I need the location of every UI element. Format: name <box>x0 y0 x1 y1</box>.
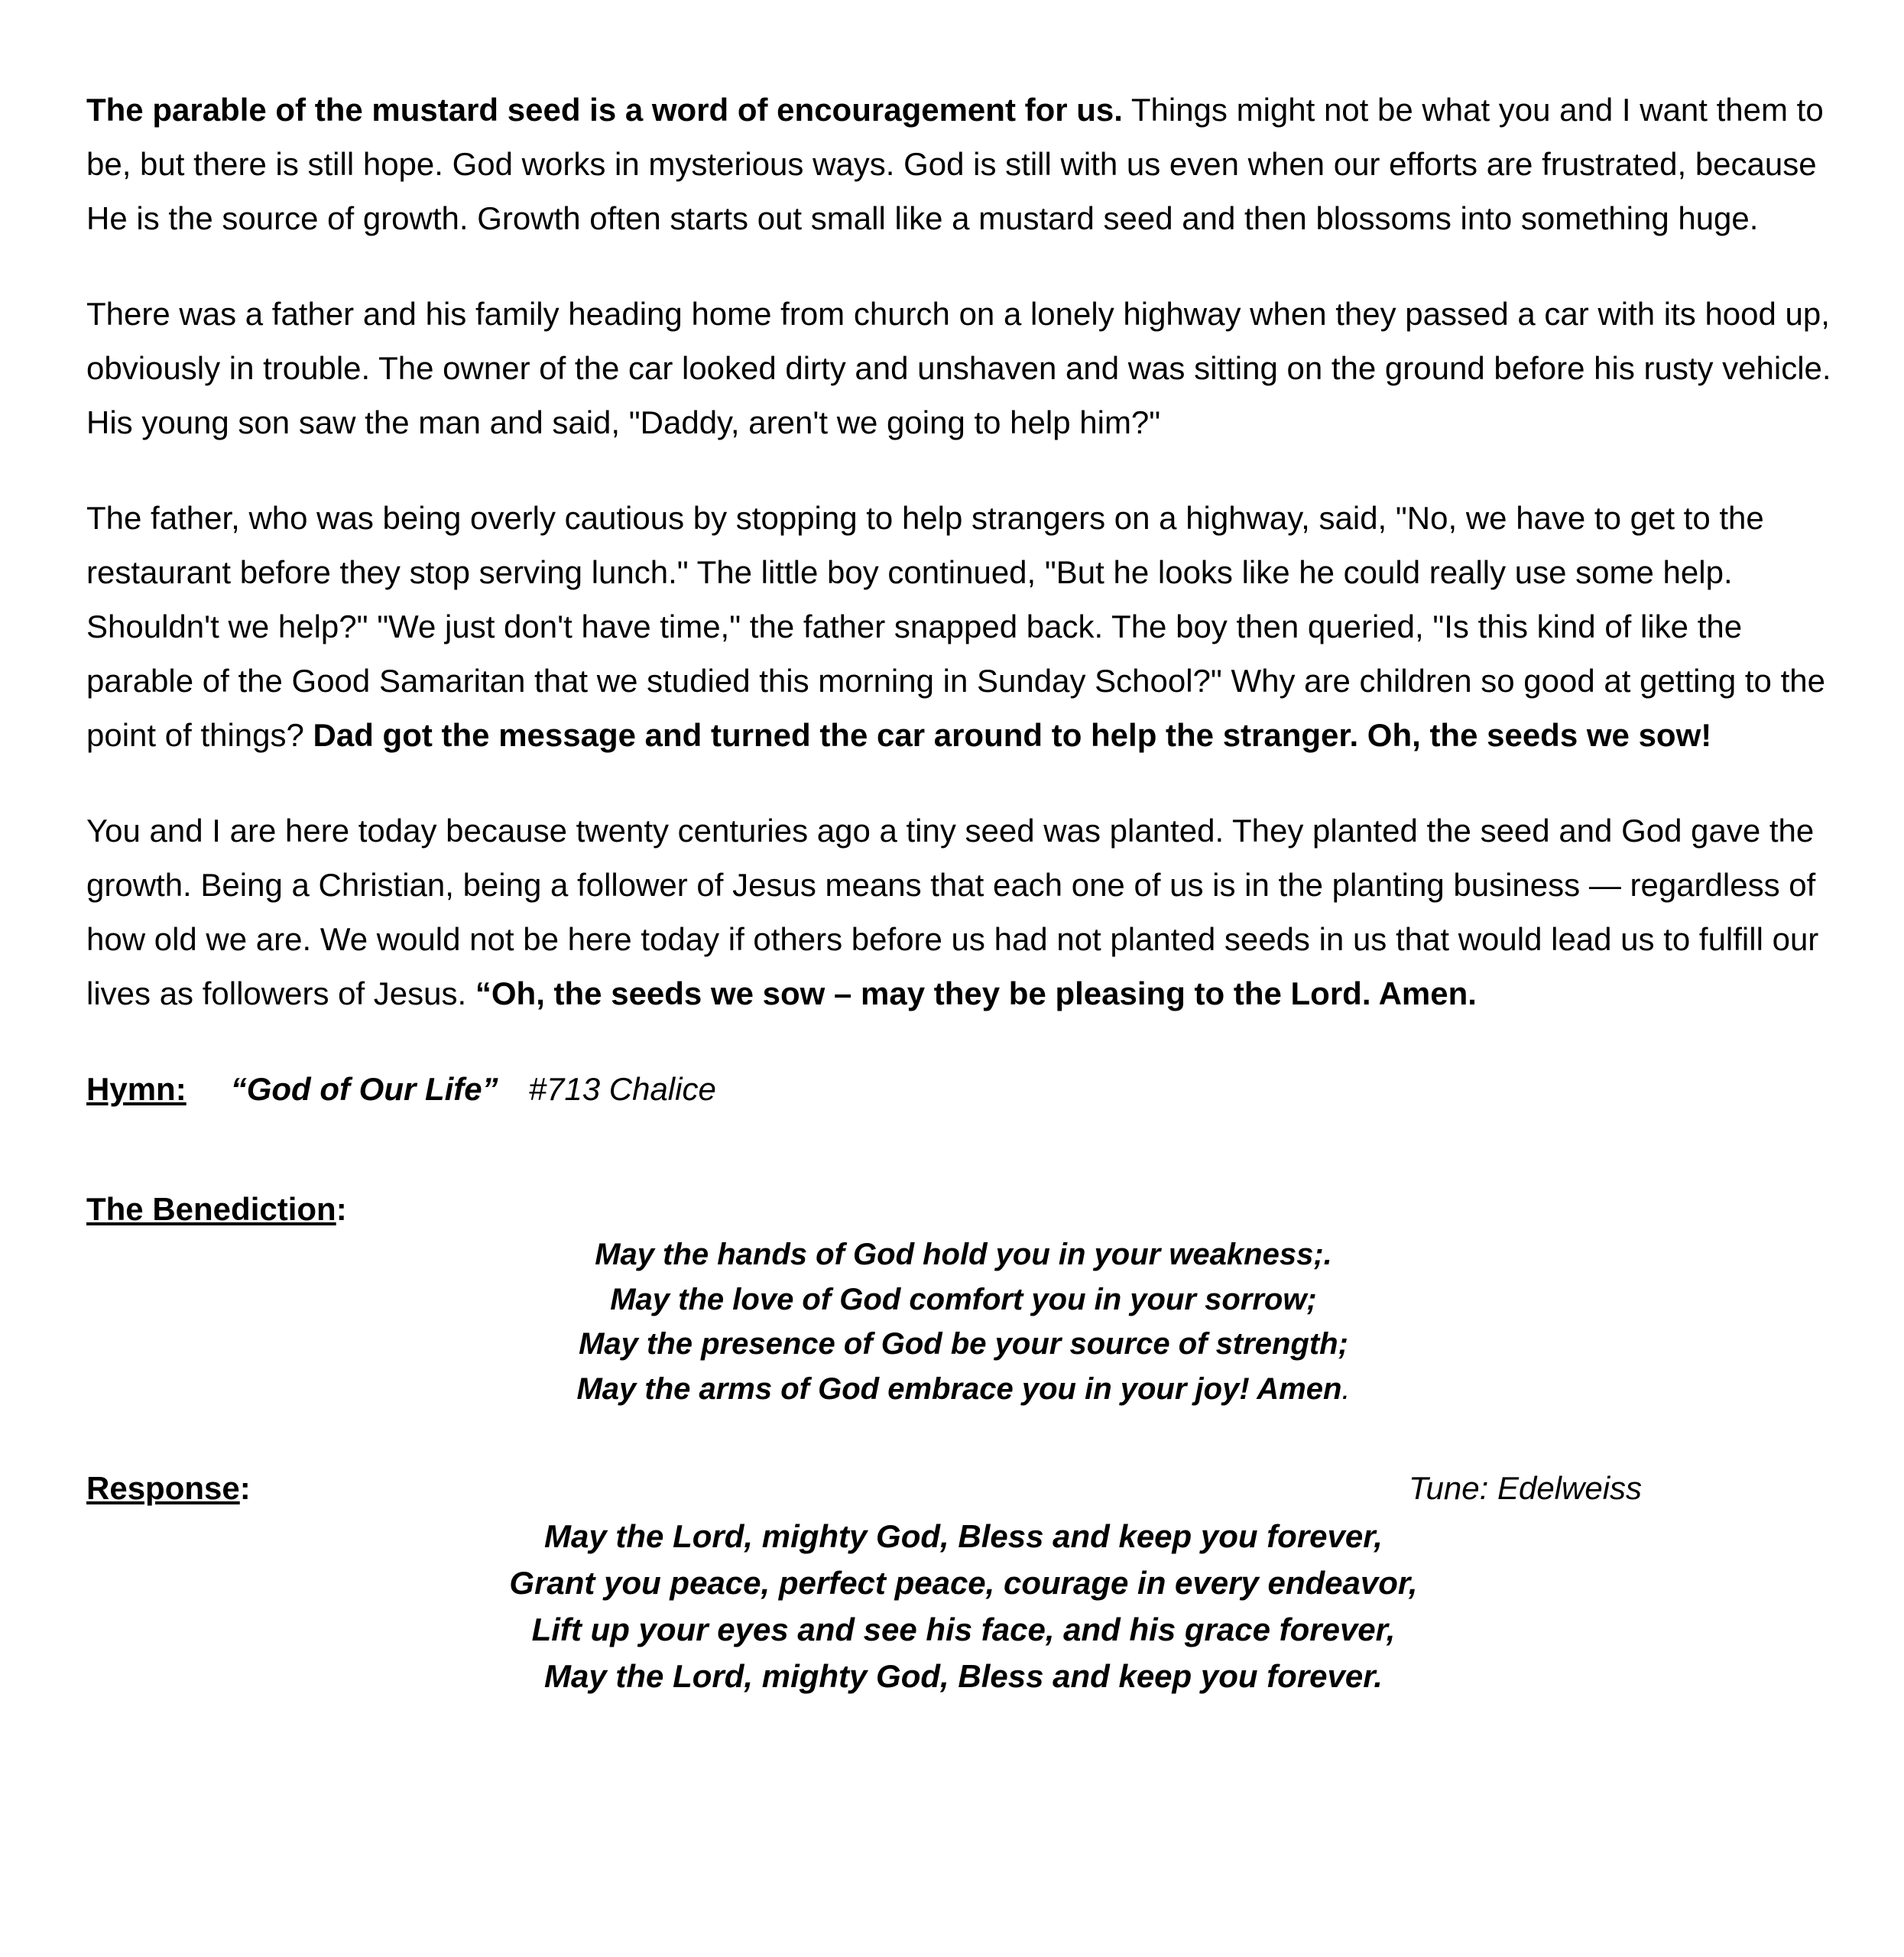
paragraph-bold-tail: Dad got the message and turned the car around to help the stranger. Oh, the seeds we sow! <box>313 717 1712 753</box>
paragraph-father-story <box>86 287 1841 449</box>
document-page <box>86 83 1841 1699</box>
paragraph-text: The father, who was being overly cautious by stopping to help strangers on a highway, said, "No, we have to get to the restaurant before they stop serving lunch." The little boy continued, "But he looks like he could really use some help. Shouldn't we help?" "We just don't have time," the father snapped back. The boy then queried, "Is this kind of like the parable of the Good Samaritan that we studied this morning in Sunday School?" Why are children so good at getting to the point of things? <box>86 500 1825 753</box>
paragraph-text: Things might not be what you and I want them to be, but there is still hope. God works in mysterious ways. God is still with us even when our efforts are frustrated, because He is the source of growth. Growth often starts out small like a mustard seed and then blossoms into something huge. <box>86 92 1824 236</box>
response-line: Grant you peace, perfect peace, courage in every endeavor, <box>509 1565 1418 1601</box>
response-line: Lift up your eyes and see his face, and his grace forever, <box>531 1611 1396 1647</box>
tune-note: Tune: Edelweiss <box>1409 1470 1643 1506</box>
paragraph-bold-tail: “Oh, the seeds we sow – may they be pleasing to the Lord. Amen. <box>475 975 1477 1011</box>
paragraph-bold-lead: The parable of the mustard seed is a word of encouragement for us. <box>86 92 1123 128</box>
response-verse <box>86 1513 1841 1699</box>
response-label: Response <box>86 1470 240 1506</box>
benediction-label: The Benediction <box>86 1191 336 1227</box>
benediction-colon: : <box>336 1191 347 1227</box>
benediction-line: May the presence of God be your source of strength; <box>579 1327 1348 1361</box>
benediction-verse <box>86 1232 1841 1411</box>
hymn-label: Hymn: <box>86 1071 187 1107</box>
paragraph-text: You and I are here today because twenty centuries ago a tiny seed was planted. They planted the seed and God gave the growth. Being a Christian, being a follower of Jesus means that each one of us is in the planting business — regardless of how old we are. We would not be here today if others before us had not planted seeds in us that would lead us to fulfill our lives as followers of Jesus. <box>86 813 1819 1011</box>
benediction-line-last <box>86 1367 1841 1412</box>
hymn-line <box>86 1062 1841 1116</box>
hymn-number: #713 Chalice <box>528 1071 716 1107</box>
benediction-line: May the arms of God embrace you in your joy! Amen <box>576 1371 1342 1406</box>
response-colon: : <box>239 1470 251 1506</box>
benediction-line: May the hands of God hold you in your weakness;. <box>595 1238 1332 1271</box>
benediction-line: May the love of God comfort you in your sorrow; <box>610 1282 1317 1316</box>
hymn-title: “God of Our Life” <box>230 1071 498 1107</box>
paragraph-twenty-centuries <box>86 803 1841 1021</box>
response-heading <box>86 1465 1841 1511</box>
response-line: May the Lord, mighty God, Bless and keep you forever. <box>544 1658 1383 1694</box>
benediction-final-period: . <box>1341 1371 1351 1406</box>
benediction-heading <box>86 1186 1841 1232</box>
paragraph-text: There was a father and his family heading home from church on a lonely highway when they passed a car with its hood up, obviously in trouble. The owner of the car looked dirty and unshaven and was sitting on the ground before his rusty vehicle. His young son saw the man and said, "Daddy, aren't we going to help him?" <box>86 296 1831 440</box>
paragraph-good-samaritan <box>86 491 1841 762</box>
response-line: May the Lord, mighty God, Bless and keep you forever, <box>544 1518 1383 1554</box>
paragraph-mustard-seed <box>86 83 1841 245</box>
